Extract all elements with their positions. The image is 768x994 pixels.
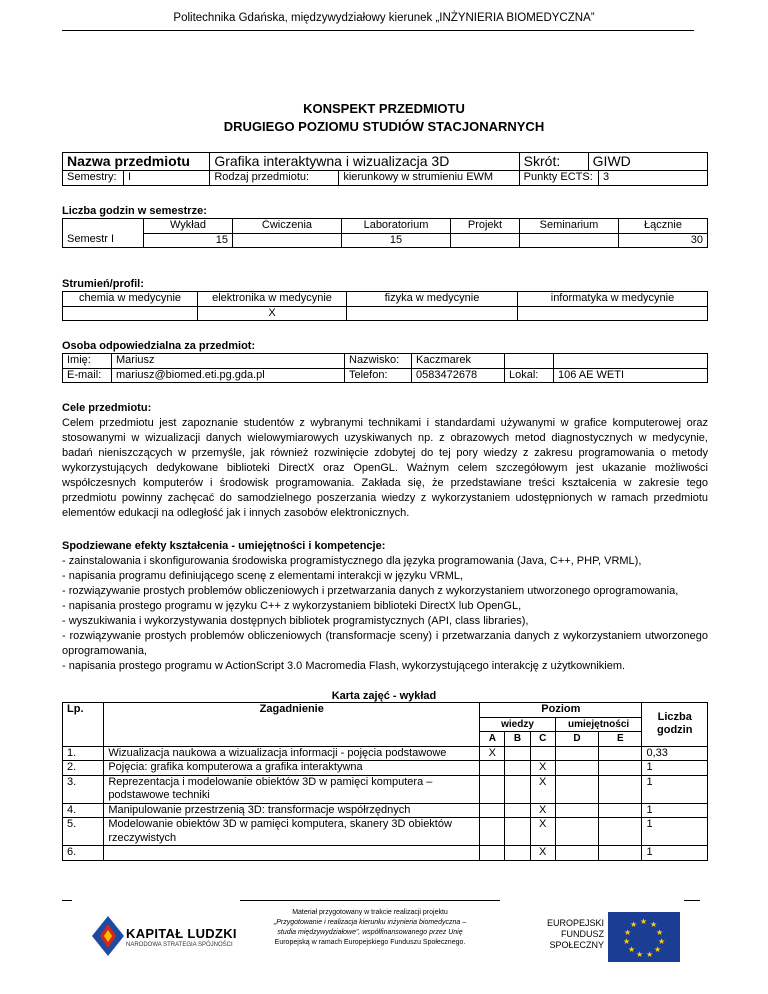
eu-flag-icon: ★ ★ ★ ★ ★ ★ ★ ★ ★ ★ ★ bbox=[608, 912, 680, 962]
row-lp: 2. bbox=[63, 761, 104, 776]
room-value: 106 AE WETI bbox=[554, 368, 708, 383]
hours-table bbox=[62, 218, 708, 248]
stream-electronics: elektronika w medycynie bbox=[198, 292, 347, 307]
stream-physics: fizyka w medycynie bbox=[347, 292, 518, 307]
row-topic bbox=[104, 846, 480, 861]
hours-row-label: Semestr I bbox=[63, 233, 144, 248]
room-label: Lokal: bbox=[505, 368, 554, 383]
row-mark-b bbox=[505, 761, 530, 776]
kapital-ludzki-logo bbox=[86, 914, 246, 964]
row-mark-a bbox=[480, 803, 505, 818]
short-label: Skrót: bbox=[519, 153, 588, 171]
row-mark-b bbox=[505, 746, 530, 761]
hours-heading: Liczba godzin w semestrze: bbox=[62, 205, 207, 217]
col-lp: Lp. bbox=[63, 703, 104, 747]
row-mark-c bbox=[530, 746, 555, 761]
semesters-label: Semestry: bbox=[63, 171, 124, 186]
first-name-label: Imię: bbox=[63, 354, 112, 369]
hours-value-exercises bbox=[233, 233, 342, 248]
row-mark-d bbox=[555, 818, 598, 846]
stream-informatics: informatyka w medycynie bbox=[518, 292, 708, 307]
table-row bbox=[63, 761, 708, 776]
hours-value-total: 30 bbox=[619, 233, 708, 248]
row-mark-e bbox=[599, 775, 642, 803]
row-topic: Manipulowanie przestrzenią 3D: transformacje współrzędnych bbox=[104, 803, 480, 818]
row-mark-e bbox=[599, 818, 642, 846]
row-mark-c: X bbox=[530, 775, 555, 803]
hours-col-lecture: Wykład bbox=[144, 219, 233, 234]
level-d: D bbox=[555, 732, 598, 747]
level-b: B bbox=[505, 732, 530, 747]
row-topic: Wizualizacja naukowa a wizualizacja informacji - pojęcia podstawowe bbox=[104, 746, 480, 761]
col-topic: Zagadnienie bbox=[104, 703, 480, 747]
row-mark-a bbox=[480, 761, 505, 776]
lecture-card-table bbox=[62, 702, 708, 861]
stream-mark-chemistry bbox=[63, 306, 198, 321]
row-mark-e bbox=[599, 803, 642, 818]
hours-col-project: Projekt bbox=[451, 219, 520, 234]
row-mark-d bbox=[555, 803, 598, 818]
outcome-item: - wyszukiwania i wykorzystywania dostępnych bibliotek programistycznych (API, class libraries), bbox=[62, 615, 529, 627]
outcome-item: - rozwiązywanie prostych problemów obliczeniowych (transformacje sceny) i przetwarzania danych z wykorzystaniem utworzonego oprogramowania, bbox=[62, 630, 708, 657]
person-heading: Osoba odpowiedzialna za przedmiot: bbox=[62, 340, 256, 352]
row-mark-d bbox=[555, 775, 598, 803]
hours-value-seminar bbox=[520, 233, 619, 248]
goals-text: Celem przedmiotu jest zapoznanie studentów z wybranymi technikami i standardami używanymi w grafice komputerowej oraz stosowanymi w wizualizacji danych wielowymiarowych uzyskiwanych np. z obrazowych metod diagnostycznych w medycynie, badań nieniszczących w przemyśle, jak również rozwinięcie zdobytej do tej pory wiedzy z zakresu programowania o metody wykorzystujących dedykowane biblioteki DirectX oraz OpenGL. Ważnym celem szczegółowym jest ukazanie możliwości współczesnych komputerów i środowisk programowania. Zakłada się, że przedstawiane treści kształcenia w zakresie tego przedmiotu powinny zachęcać do samodzielnego poszerzania wiedzy z wykorzystaniem udostępnionych w ramach przedmiotu elementów edukacji na odległość jak i innych zasobów elektronicznych. bbox=[62, 417, 708, 519]
row-mark-b bbox=[505, 803, 530, 818]
funding-note-line: studia międzywydziałowe”, współfinansowanego przez Unię bbox=[277, 929, 463, 936]
hours-col-exercises: Ćwiczenia bbox=[233, 219, 342, 234]
kl-title: KAPITAŁ LUDZKI bbox=[126, 926, 237, 941]
outcome-item: - napisania programu definiującego scenę z elementami interakcji w języku VRML, bbox=[62, 570, 464, 582]
short-value: GIWD bbox=[588, 153, 707, 171]
first-name-value: Mariusz bbox=[112, 354, 345, 369]
row-mark-a bbox=[480, 818, 505, 846]
row-mark-c: X bbox=[530, 761, 555, 776]
row-mark-d bbox=[555, 761, 598, 776]
row-mark-c: X bbox=[530, 818, 555, 846]
ects-label: Punkty ECTS: bbox=[519, 171, 598, 186]
row-lp: 6. bbox=[63, 846, 104, 861]
email-label: E-mail: bbox=[63, 368, 112, 383]
footer-divider-right bbox=[684, 900, 700, 901]
row-topic: Reprezentacja i modelowanie obiektów 3D w pamięci komputera – podstawowe techniki bbox=[104, 775, 480, 803]
funding-note-line: „Przygotowanie i realizacja kierunku inżynieria biomedyczna – bbox=[273, 919, 467, 926]
hours-value-project bbox=[451, 233, 520, 248]
row-hours: 1 bbox=[642, 803, 708, 818]
row-topic: Pojęcia: grafika komputerowa a grafika interaktywna bbox=[104, 761, 480, 776]
row-mark-b bbox=[505, 846, 530, 861]
row-mark-a: X bbox=[480, 746, 505, 761]
type-label: Rodzaj przedmiotu: bbox=[210, 171, 339, 186]
col-knowledge: wiedzy bbox=[480, 717, 556, 732]
footer-divider-left bbox=[62, 900, 72, 901]
row-mark-e bbox=[599, 746, 642, 761]
hours-corner bbox=[63, 219, 144, 234]
email-value: mariusz@biomed.eti.pg.gda.pl bbox=[112, 368, 345, 383]
hours-col-total: Łącznie bbox=[619, 219, 708, 234]
outcome-item: - zainstalowania i skonfigurowania środowiska programistycznego dla języka programowania (Java, C++, PHP, VRML), bbox=[62, 555, 642, 567]
page-header: Politechnika Gdańska, międzywydziałowy kierunek „INŻYNIERIA BIOMEDYCZNA” bbox=[173, 12, 595, 24]
funding-note-line: Materiał przygotowany w trakcie realizacji projektu bbox=[292, 909, 448, 916]
row-mark-a bbox=[480, 775, 505, 803]
last-name-label: Nazwisko: bbox=[345, 354, 412, 369]
row-hours: 1 bbox=[642, 775, 708, 803]
document-subtitle: DRUGIEGO POZIOMU STUDIÓW STACJONARNYCH bbox=[223, 119, 545, 134]
table-row bbox=[63, 746, 708, 761]
row-hours: 0,33 bbox=[642, 746, 708, 761]
funding-note bbox=[240, 908, 500, 948]
row-lp: 4. bbox=[63, 803, 104, 818]
hours-col-seminar: Seminarium bbox=[520, 219, 619, 234]
level-c: C bbox=[530, 732, 555, 747]
last-name-value: Kaczmarek bbox=[412, 354, 505, 369]
outcome-item: - rozwiązywanie prostych problemów obliczeniowych i przetwarzania danych z wykorzystaniem utworzonego oprogramowania, bbox=[62, 585, 679, 597]
row-mark-d bbox=[555, 846, 598, 861]
ects-value: 3 bbox=[599, 171, 708, 186]
row-mark-b bbox=[505, 818, 530, 846]
stream-mark-physics bbox=[347, 306, 518, 321]
efs-label bbox=[508, 918, 604, 951]
row-lp: 5. bbox=[63, 818, 104, 846]
stream-chemistry: chemia w medycynie bbox=[63, 292, 198, 307]
row-hours: 1 bbox=[642, 818, 708, 846]
hours-value-lecture: 15 bbox=[144, 233, 233, 248]
phone-label: Telefon: bbox=[345, 368, 412, 383]
efs-line: EUROPEJSKI bbox=[546, 918, 604, 928]
row-lp: 1. bbox=[63, 746, 104, 761]
kapital-ludzki-emblem-icon bbox=[90, 914, 126, 958]
course-name-label: Nazwa przedmiotu bbox=[63, 153, 210, 171]
col-level: Poziom bbox=[480, 703, 642, 718]
document-title: KONSPEKT PRZEDMIOTU bbox=[303, 101, 465, 116]
hours-value-lab: 15 bbox=[342, 233, 451, 248]
stream-mark-informatics bbox=[518, 306, 708, 321]
hours-col-lab: Laboratorium bbox=[342, 219, 451, 234]
row-hours: 1 bbox=[642, 846, 708, 861]
goals-heading: Cele przedmiotu: bbox=[62, 402, 152, 414]
funding-note-line: Europejską w ramach Europejskiego Funduszu Społecznego. bbox=[274, 939, 466, 946]
table-row bbox=[63, 846, 708, 861]
kl-subtitle: NARODOWA STRATEGIA SPÓJNOŚCI bbox=[126, 942, 233, 948]
course-info-table bbox=[62, 152, 708, 186]
course-name-value: Grafika interaktywna i wizualizacja 3D bbox=[210, 153, 519, 171]
level-a: A bbox=[480, 732, 505, 747]
lecture-card-heading: Karta zajęć - wykład bbox=[331, 690, 437, 702]
semesters-value: I bbox=[124, 171, 210, 186]
outcomes-heading: Spodziewane efekty kształcenia - umiejętności i kompetencje: bbox=[62, 540, 386, 552]
row-topic: Modelowanie obiektów 3D w pamięci komputera, skanery 3D obiektów rzeczywistych bbox=[104, 818, 480, 846]
row-mark-e bbox=[599, 761, 642, 776]
level-e: E bbox=[599, 732, 642, 747]
row-hours: 1 bbox=[642, 761, 708, 776]
col-hours: Liczba godzin bbox=[642, 703, 708, 747]
row-mark-b bbox=[505, 775, 530, 803]
person-table bbox=[62, 353, 708, 383]
table-row bbox=[63, 818, 708, 846]
outcome-item: - napisania prostego programu w języku C++ z wykorzystaniem biblioteki DirectX lub OpenGL, bbox=[62, 600, 522, 612]
stream-heading: Strumień/profil: bbox=[62, 278, 144, 290]
phone-value: 0583472678 bbox=[412, 368, 505, 383]
room-spacer-2 bbox=[554, 354, 708, 369]
row-mark-c: X bbox=[530, 846, 555, 861]
outcome-item: - napisania prostego programu w ActionScript 3.0 Macromedia Flash, wykorzystującego interakcję z użytkownikiem. bbox=[62, 660, 626, 672]
stream-table bbox=[62, 291, 708, 321]
row-mark-d bbox=[555, 746, 598, 761]
footer-divider-center bbox=[240, 900, 500, 901]
row-mark-a bbox=[480, 846, 505, 861]
col-skills: umiejętności bbox=[555, 717, 642, 732]
type-value: kierunkowy w strumieniu EWM bbox=[339, 171, 519, 186]
table-row bbox=[63, 775, 708, 803]
efs-line: FUNDUSZ SPOŁECZNY bbox=[549, 929, 604, 950]
room-spacer bbox=[505, 354, 554, 369]
row-mark-e bbox=[599, 846, 642, 861]
row-lp: 3. bbox=[63, 775, 104, 803]
row-mark-c: X bbox=[530, 803, 555, 818]
table-row bbox=[63, 803, 708, 818]
outcomes-list bbox=[62, 554, 708, 674]
header-divider bbox=[62, 30, 694, 31]
stream-mark-electronics: X bbox=[198, 306, 347, 321]
